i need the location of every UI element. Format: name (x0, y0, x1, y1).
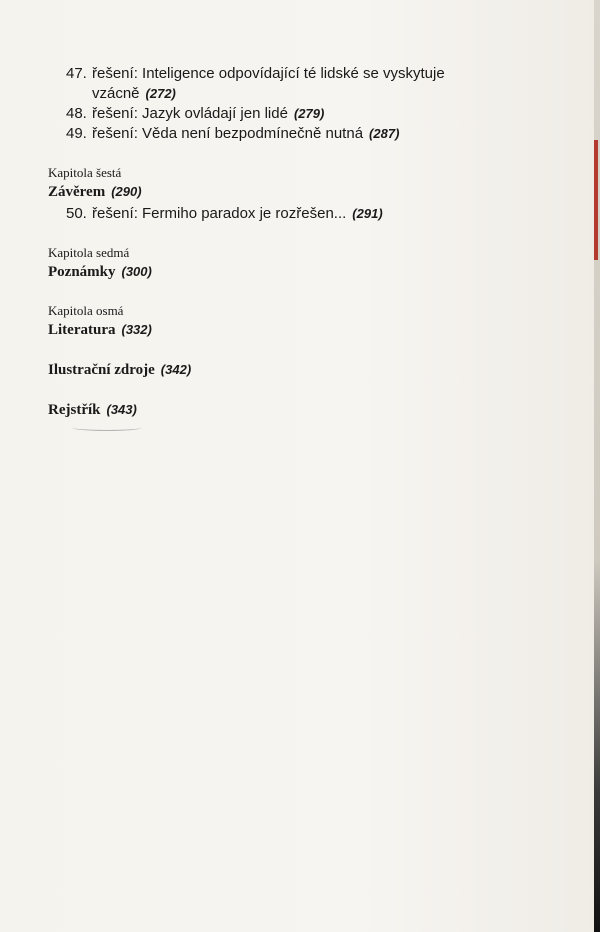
toc-entry-49 (66, 124, 399, 144)
toc-entry-47-continuation (92, 84, 176, 104)
page-edge-red (594, 140, 598, 260)
page-reference: (287) (369, 126, 400, 141)
section-title-text: Ilustrační zdroje (48, 362, 155, 378)
entry-number: 49. (66, 125, 87, 142)
chapter-8-title (48, 320, 152, 340)
entry-text: řešení: Věda není bezpodmínečně nutná (92, 125, 364, 142)
toc-entry-50 (66, 204, 383, 224)
chapter-title-text: Závěrem (48, 184, 106, 200)
chapter-6-title (48, 182, 142, 202)
entry-number: 50. (66, 205, 87, 222)
entry-number: 47. (66, 65, 87, 82)
pencil-mark (72, 424, 142, 431)
section-title-text: Rejstřík (48, 402, 101, 418)
page-reference: (279) (293, 106, 325, 121)
entry-text-continuation: vzácně (92, 85, 140, 102)
chapter-7-label: Kapitola sedmá (48, 245, 130, 260)
page-reference: (300) (121, 264, 152, 279)
page-reference: (290) (111, 184, 142, 199)
chapter-8-label: Kapitola osmá (48, 303, 124, 318)
toc-entry-47 (66, 64, 445, 84)
chapter-title-text: Poznámky (48, 264, 116, 280)
page-reference: (332) (121, 322, 152, 337)
chapter-6-label: Kapitola šestá (48, 165, 122, 180)
entry-text: řešení: Fermiho paradox je rozřešen... (92, 205, 347, 222)
entry-text: řešení: Inteligence odpovídající té lidské se vyskytuje (92, 65, 445, 82)
chapter-7-title (48, 262, 152, 282)
page-reference: (272) (145, 86, 176, 101)
page-reference: (291) (352, 206, 383, 221)
index-title (48, 400, 137, 420)
toc-entry-48 (66, 104, 324, 124)
page-reference: (342) (160, 362, 192, 377)
entry-number: 48. (66, 105, 87, 122)
entry-text: řešení: Jazyk ovládají jen lidé (92, 105, 288, 122)
chapter-title-text: Literatura (48, 322, 116, 338)
illustrations-title (48, 360, 191, 380)
page-reference: (343) (106, 402, 137, 417)
